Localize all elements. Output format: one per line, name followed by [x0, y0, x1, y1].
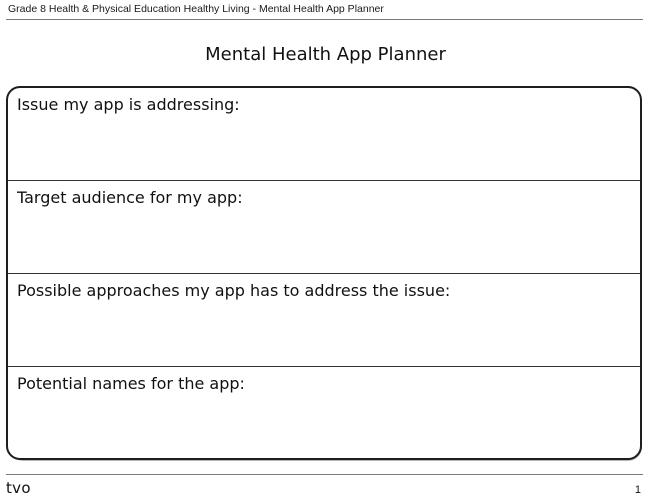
audience-label: Target audience for my app: — [17, 188, 243, 207]
approaches-label: Possible approaches my app has to address the issue: — [17, 281, 451, 300]
approaches-answer-field[interactable] — [17, 308, 631, 360]
audience-answer-field[interactable] — [17, 215, 631, 267]
footer-divider — [6, 474, 643, 475]
planner-table — [6, 86, 642, 460]
names-answer-field[interactable] — [17, 401, 631, 452]
header-divider — [6, 19, 643, 20]
names-label: Potential names for the app: — [17, 374, 245, 393]
issue-label: Issue my app is addressing: — [17, 95, 240, 114]
planner-section-issue — [8, 88, 640, 181]
planner-section-approaches — [8, 274, 640, 367]
issue-answer-field[interactable] — [17, 122, 631, 174]
page-number: 1 — [634, 484, 641, 496]
planner-section-audience — [8, 181, 640, 274]
document-header: Grade 8 Health & Physical Education Healthy Living - Mental Health App Planner — [8, 3, 384, 15]
page-title: Mental Health App Planner — [205, 44, 446, 65]
tvo-logo: tvo — [6, 479, 31, 497]
planner-section-names — [8, 367, 640, 458]
